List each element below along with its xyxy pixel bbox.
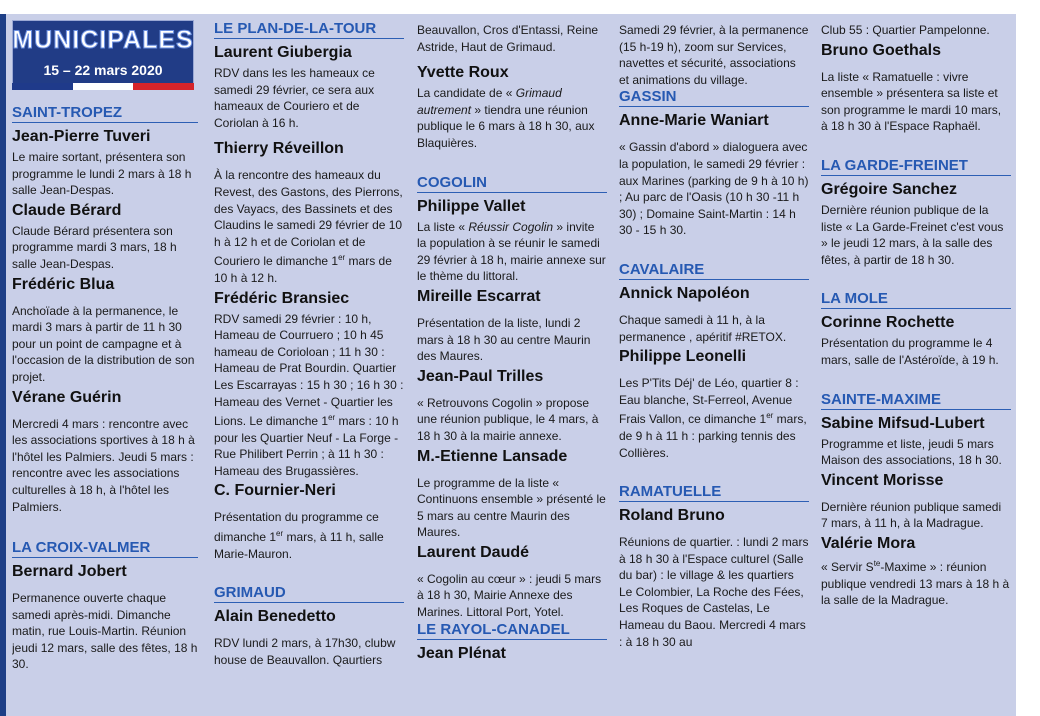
superscript: er xyxy=(766,411,774,421)
candidate-text: Permanence ouverte chaque samedi après-midi. Dimanche matin, rue Louis-Martin. Réunion jeudi 12 mars, salle des fêtes, 18 h 30. xyxy=(12,591,198,672)
candidate-name: Frédéric Bransiec xyxy=(214,289,350,307)
municipales-logo xyxy=(12,14,194,94)
logo-title: MUNICIPALES xyxy=(12,26,194,54)
text-part: Les P'Tits Déj' de Léo, quartier 8 : Eau blanche, St-Ferreol, Avenue Frais Vallon, ce dimanche 1 xyxy=(619,376,799,427)
candidate-text: Anchoïade à la permanence, le mardi 3 mars à partir de 11 h 30 pour un point de campagne et à l'occasion de la distribution de son projet. xyxy=(12,303,195,384)
candidate-name: Corinne Rochette xyxy=(821,314,955,332)
candidate-name: Anne-Marie Waniart xyxy=(619,112,769,130)
candidate-name: Alain Benedetto xyxy=(214,608,336,626)
candidate-name: Annick Napoléon xyxy=(619,284,750,302)
text-part: La liste « xyxy=(417,219,469,234)
superscript: er xyxy=(328,413,336,423)
candidate-name: Sabine Mifsud-Lubert xyxy=(821,414,985,432)
candidate-name: Laurent Giubergia xyxy=(214,44,352,61)
candidate-text xyxy=(214,311,404,480)
text-part: La candidate de « xyxy=(417,86,516,101)
page-edge-stripe xyxy=(0,14,6,716)
candidate-name: Mireille Escarrat xyxy=(417,287,541,305)
town-heading-cavalaire: CAVALAIRE xyxy=(619,261,809,280)
candidate-text: « Cogolin au cœur » : jeudi 5 mars à 18 h 30, Mairie Annexe des Marines. Littoral Port, Yotel. xyxy=(417,571,602,620)
candidate-text: Présentation de la liste, lundi 2 mars à 18 h 30 au centre Maurin des Maures. xyxy=(417,315,591,364)
candidate-name: Claude Bérard xyxy=(12,201,122,219)
town-heading-ramatuelle: RAMATUELLE xyxy=(619,483,809,502)
candidate-text: Présentation du programme le 4 mars, salle de l'Astéroïde, à 19 h. xyxy=(821,336,999,367)
candidate-text: Le programme de la liste « Continuons ensemble » présenté le 5 mars au centre Maurin des Maures. xyxy=(417,475,606,540)
town-heading-le-rayol-canadel: LE RAYOL-CANADEL xyxy=(417,621,607,640)
superscript: er xyxy=(338,253,346,263)
candidate-name: Jean Plénat xyxy=(417,644,506,662)
column-2 xyxy=(214,14,404,716)
candidate-name: Bernard Jobert xyxy=(12,563,127,581)
text-part: mars, à 11 h, salle Marie-Mauron. xyxy=(214,530,384,561)
list-name: Grimaud autrement xyxy=(417,86,562,117)
candidate-name: Yvette Roux xyxy=(417,64,509,82)
candidate-name: Frédéric Blua xyxy=(12,275,115,293)
column-4 xyxy=(619,14,809,716)
candidate-text: Mercredi 4 mars : rencontre avec les associations sportives à 18 h à l'hôtel les Palmiers. Jeudi 5 mars : rencontre avec les associations culturelles à 18 h, à l'hôtel les Palmiers. xyxy=(12,416,195,514)
candidate-name: Philippe Leonelli xyxy=(619,348,747,366)
candidate-name: Bruno Goethals xyxy=(821,41,942,59)
town-heading-cogolin: COGOLIN xyxy=(417,174,607,193)
town-heading-plan-de-la-tour: LE PLAN-DE-LA-TOUR xyxy=(214,20,404,39)
candidate-name: C. Fournier-Neri xyxy=(214,482,336,500)
superscript: te xyxy=(873,558,881,568)
candidate-text: Chaque samedi à 11 h, à la permanence , apéritif #RETOX. xyxy=(619,312,787,344)
list-name: Réussir Cogolin xyxy=(468,219,554,234)
candidate-text: Claude Bérard présentera son programme mardi 3 mars, 18 h salle Jean-Despas. xyxy=(12,223,177,271)
candidate-text xyxy=(417,219,607,285)
text-part: » invite la population à se réunir le samedi 29 février à 18 h, mairie annexe sur le thème du littoral. xyxy=(417,219,606,284)
candidate-name: M.-Etienne Lansade xyxy=(417,447,568,465)
candidate-name: Jean-Pierre Tuveri xyxy=(12,128,151,145)
text-part: mars de 10 h à 12 h. xyxy=(214,254,392,285)
candidate-name: Jean-Paul Trilles xyxy=(417,367,544,385)
candidate-text xyxy=(619,375,809,461)
continued-text: Beauvallon, Cros d'Entassi, Reine Astride, Haut de Grimaud. xyxy=(417,23,599,54)
candidate-name: Vérane Guérin xyxy=(12,388,122,406)
candidate-text: Réunions de quartier. : lundi 2 mars à 18 h 30 à l'Espace culturel (Salle du bar) : le village & les quartiers Le Colombier, La Roche des Fées, Les Roques de Castelas, Le Hameau du Baou. Mercredi 4 mars : à 18 h 30 au xyxy=(619,535,809,649)
candidate-text xyxy=(821,556,1011,609)
text-part: » tiendra une réunion publique le 6 mars à 18 h 30, aux Blaquières. xyxy=(417,102,595,150)
text-part: À la rencontre des hameaux du Revest, des Gastons, des Pierrons, des Vayacs, des Bassinets et des Claudins le samedi 29 février de 10 h à 12 h et de Coriolan et de Couriero le dimanche 1 xyxy=(214,168,403,269)
column-5 xyxy=(821,14,1011,716)
candidate-text xyxy=(417,85,607,151)
candidate-name: Philippe Vallet xyxy=(417,197,526,215)
candidate-text: « Gassin d'abord » dialoguera avec la population, le samedi 29 février : aux Marines (parking de 9 h à 10 h) ; Au parc de l'Oasis (10 h 30 -11 h 30) ; Domaine Saint-Martin : 14 h 30 - 15 h 30. xyxy=(619,140,809,238)
candidate-name: Valérie Mora xyxy=(821,534,916,552)
town-heading-la-croix-valmer: LA CROIX-VALMER xyxy=(12,539,198,558)
candidate-text: La liste « Ramatuelle : vivre ensemble » présentera sa liste et son programme le mardi 10 mars, à 18 h 30 à l'Espace Raphaël. xyxy=(821,69,1002,134)
logo-dates: 15 – 22 mars 2020 xyxy=(43,62,163,78)
candidate-text: Dernière réunion publique samedi 7 mars, à 11 h, à la Madrague. xyxy=(821,499,1002,531)
candidate-name: Thierry Réveillon xyxy=(214,140,344,158)
continued-text: Samedi 29 février, à la permanence (15 h-19 h), zoom sur Services, navettes et sécurité, associations et animations du village. xyxy=(619,23,809,87)
town-heading-saint-tropez: SAINT-TROPEZ xyxy=(12,104,198,123)
text-part: Présentation du programme ce dimanche 1 xyxy=(214,510,379,545)
superscript: er xyxy=(276,529,284,539)
text-part: « Servir S xyxy=(821,559,874,574)
candidate-name: Grégoire Sanchez xyxy=(821,180,958,198)
candidate-name: Vincent Morisse xyxy=(821,471,944,489)
column-3 xyxy=(417,14,607,716)
flag-white xyxy=(73,83,134,90)
text-part: mars : 10 h pour les Quartier Neuf - La Forge - Rue Philibert Perrin ; à 11 h 30 : Hameau des Brugassières. xyxy=(214,414,399,478)
candidate-text xyxy=(214,167,404,286)
town-heading-grimaud: GRIMAUD xyxy=(214,584,404,603)
town-heading-gassin: GASSIN xyxy=(619,88,809,107)
candidate-name: Roland Bruno xyxy=(619,507,725,525)
column-1 xyxy=(12,14,198,716)
candidate-text xyxy=(214,509,404,562)
candidate-text: Le maire sortant, présentera son programme le lundi 2 mars à 18 h salle Jean-Despas. xyxy=(12,150,192,198)
continued-text: Club 55 : Quartier Pampelonne. xyxy=(821,23,990,37)
candidate-text: RDV dans les les hameaux ce samedi 29 février, ce sera aux hameaux de Couriero et de Coriolan à 16 h. xyxy=(214,66,375,130)
candidate-name: Laurent Daudé xyxy=(417,543,530,561)
flag-red xyxy=(133,83,194,90)
candidate-text: Programme et liste, jeudi 5 mars Maison des associations, 18 h 30. xyxy=(821,436,1002,468)
town-heading-sainte-maxime: SAINTE-MAXIME xyxy=(821,391,1011,410)
text-part: mars, de 9 h à 11 h : parking tennis des Collières. xyxy=(619,412,807,460)
text-part: RDV samedi 29 février : 10 h, Hameau de Courruero ; 10 h 45 hameau de Corioloan ; 11 h 30 : Hameau de Prat Bourdin. Quartier Les Escarrayas : 15 h 30 ; 16 h 30 : Hameau des Vernet - Quartier les Lions. Le dimanche 1 xyxy=(214,311,404,429)
text-part: -Maxime » : réunion publique vendredi 13 mars à 18 h à la salle de la Madrague. xyxy=(821,559,1010,608)
town-heading-la-garde-freinet: LA GARDE-FREINET xyxy=(821,157,1011,176)
candidate-text: Dernière réunion publique de la liste « La Garde-Freinet c'est vous » le jeudi 12 mars, à la salle des fêtes, à partir de 18 h 30. xyxy=(821,202,1004,267)
tricolor-flag-stripe xyxy=(12,83,194,90)
town-heading-la-mole: LA MOLE xyxy=(821,290,1011,309)
candidate-text: RDV lundi 2 mars, à 17h30, clubw house de Beauvallon. Qaurtiers xyxy=(214,636,396,667)
candidate-text: « Retrouvons Cogolin » propose une réunion publique, le 4 mars, à 18 h 30 à la mairie annexe. xyxy=(417,395,599,443)
flag-blue xyxy=(12,83,73,90)
